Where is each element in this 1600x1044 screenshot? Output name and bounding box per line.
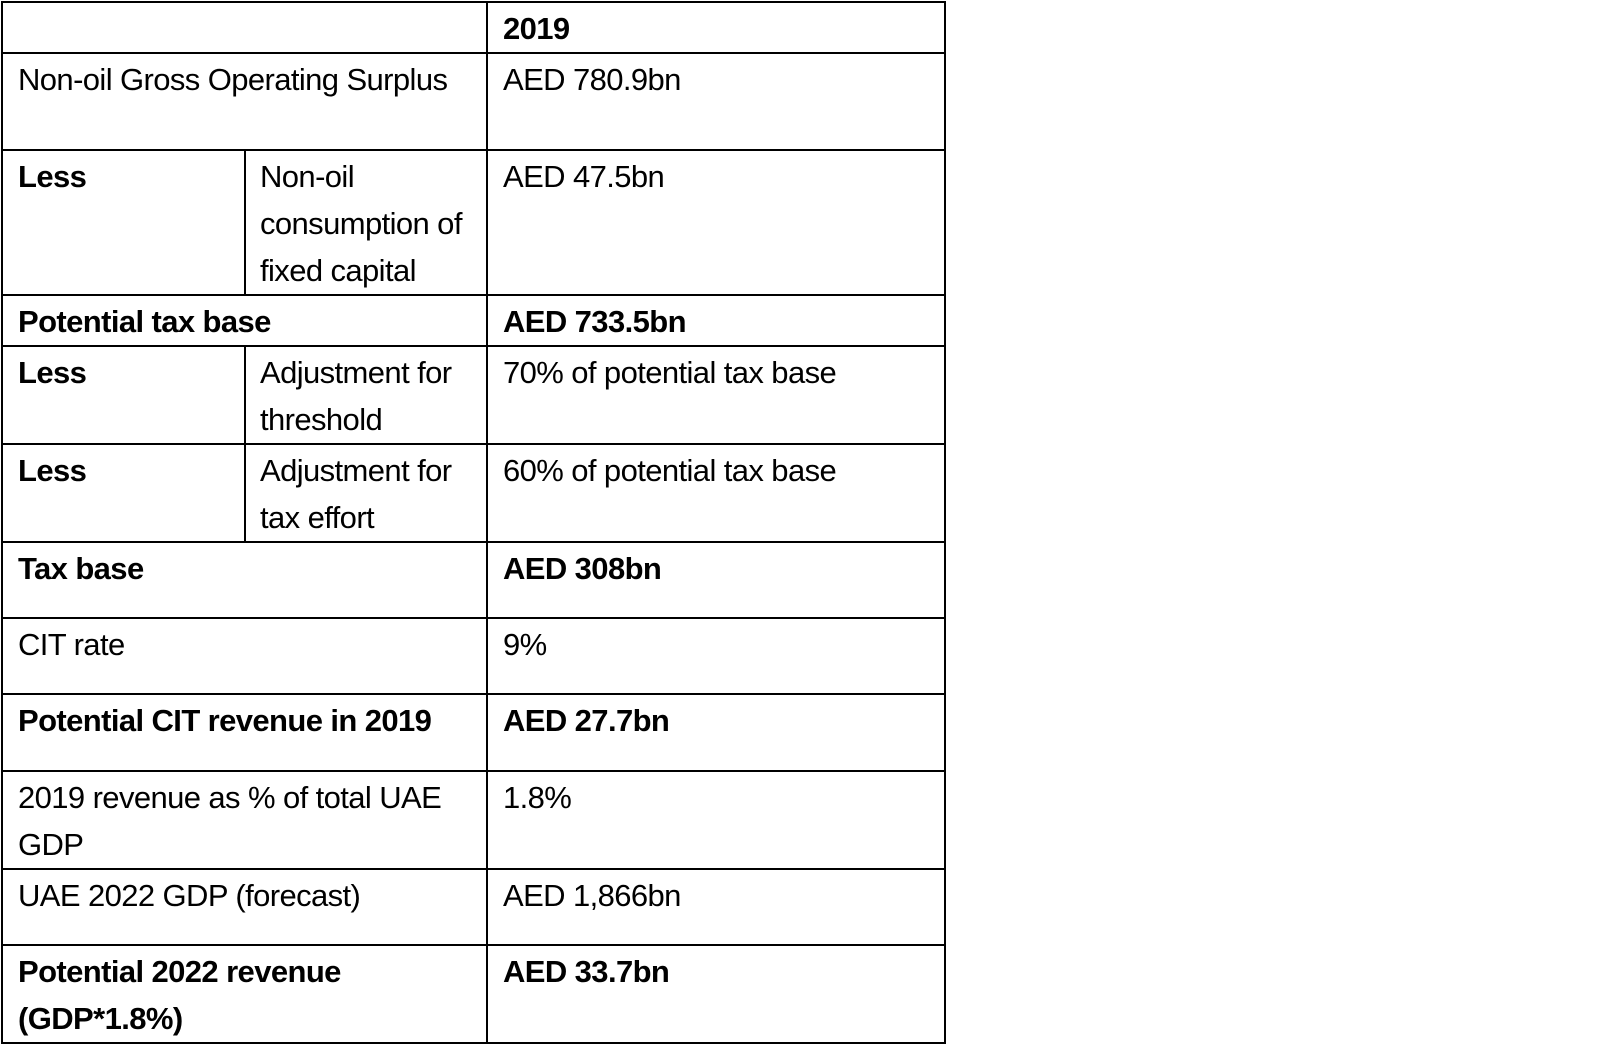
row-operator: Less bbox=[2, 150, 245, 295]
row-label: Adjustment for threshold bbox=[245, 346, 487, 444]
row-value: 70% of potential tax base bbox=[487, 346, 945, 444]
header-year-cell: 2019 bbox=[487, 2, 945, 53]
row-operator: Less bbox=[2, 346, 245, 444]
row-value: AED 733.5bn bbox=[487, 295, 945, 346]
table-row bbox=[2, 444, 945, 542]
row-value: AED 1,866bn bbox=[487, 869, 945, 945]
row-value: AED 33.7bn bbox=[487, 945, 945, 1043]
row-value: AED 47.5bn bbox=[487, 150, 945, 295]
table-row bbox=[2, 53, 945, 150]
row-label: UAE 2022 GDP (forecast) bbox=[2, 869, 487, 945]
row-label: Non-oil consumption of fixed capital bbox=[245, 150, 487, 295]
row-label: Potential CIT revenue in 2019 bbox=[2, 694, 487, 771]
table-row bbox=[2, 346, 945, 444]
row-value: 1.8% bbox=[487, 771, 945, 869]
table-row bbox=[2, 150, 945, 295]
header-label-cell bbox=[2, 2, 487, 53]
row-label: 2019 revenue as % of total UAE GDP bbox=[2, 771, 487, 869]
row-value: AED 27.7bn bbox=[487, 694, 945, 771]
row-label: Tax base bbox=[2, 542, 487, 618]
row-value: 9% bbox=[487, 618, 945, 694]
table-header-row bbox=[2, 2, 945, 53]
row-label: Non-oil Gross Operating Surplus bbox=[2, 53, 487, 150]
table-row bbox=[2, 542, 945, 618]
row-value: AED 308bn bbox=[487, 542, 945, 618]
table-row bbox=[2, 694, 945, 771]
row-operator: Less bbox=[2, 444, 245, 542]
table-row bbox=[2, 771, 945, 869]
row-label: Potential tax base bbox=[2, 295, 487, 346]
row-label: CIT rate bbox=[2, 618, 487, 694]
cit-revenue-table bbox=[1, 1, 946, 1044]
row-value: 60% of potential tax base bbox=[487, 444, 945, 542]
row-label: Adjustment for tax effort bbox=[245, 444, 487, 542]
table-row bbox=[2, 945, 945, 1043]
table-row bbox=[2, 618, 945, 694]
row-label: Potential 2022 revenue (GDP*1.8%) bbox=[2, 945, 487, 1043]
table-row bbox=[2, 295, 945, 346]
row-value: AED 780.9bn bbox=[487, 53, 945, 150]
table-row bbox=[2, 869, 945, 945]
